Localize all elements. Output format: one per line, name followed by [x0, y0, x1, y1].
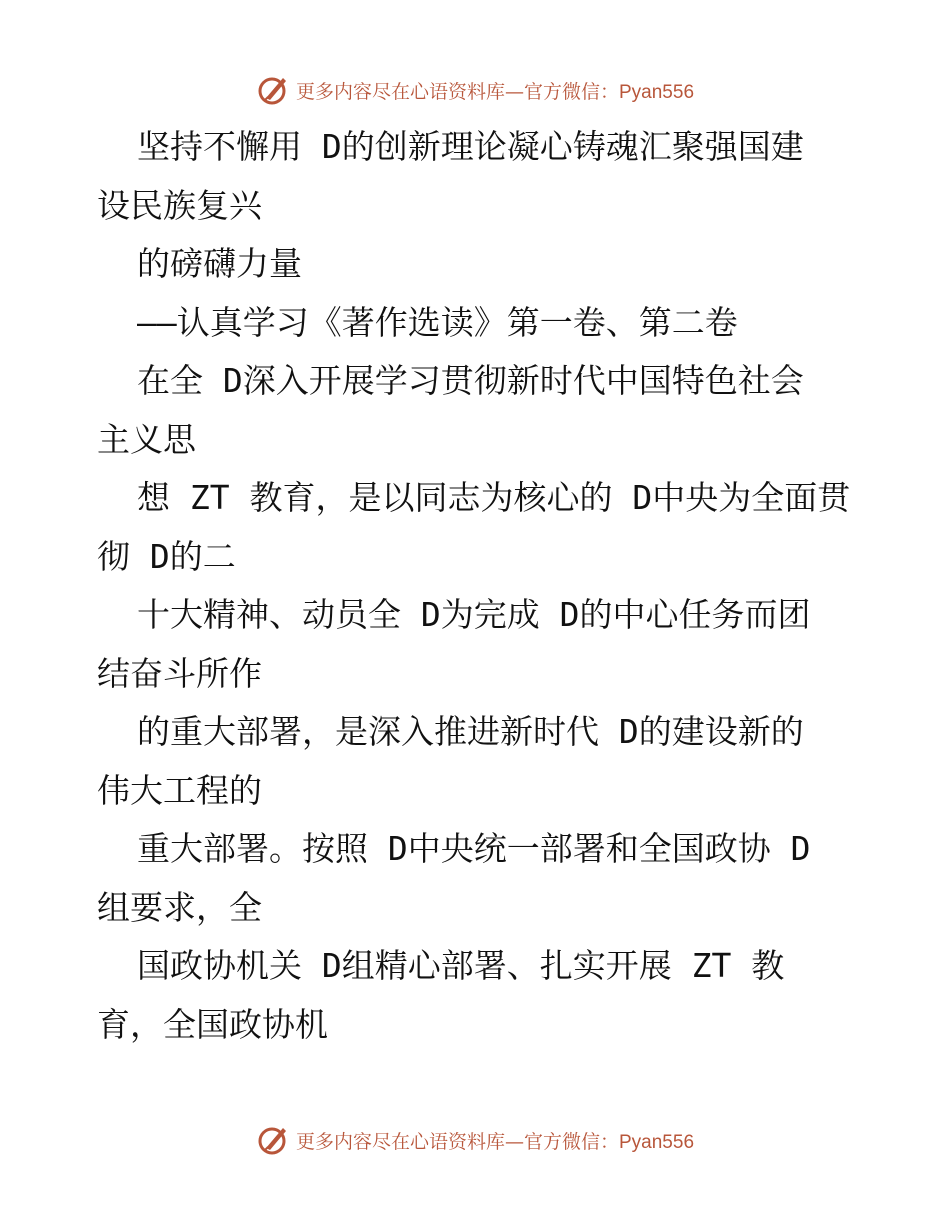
- footer-watermark-banner: [0, 1120, 950, 1160]
- footer-banner-text: [296, 1127, 694, 1154]
- body-line: ——认真学习《著作选读》第一卷、第二卷: [137, 302, 738, 342]
- footer-banner-dash: —: [504, 1130, 524, 1153]
- body-line: 在全 D深入开展学习贯彻新时代中国特色社会: [137, 361, 804, 400]
- body-line: 国政协机关 D组精心部署、扎实开展 ZT 教: [137, 946, 785, 985]
- header-banner-dash: —: [504, 80, 524, 103]
- body-line: 结奋斗所作: [97, 653, 262, 693]
- body-line: 主义思: [97, 419, 196, 459]
- body-line: 组要求，全: [97, 887, 262, 927]
- header-watermark-banner: [0, 70, 950, 110]
- feather-pen-circle-icon: [256, 73, 290, 107]
- body-line: 设民族复兴: [97, 185, 262, 225]
- feather-pen-circle-icon: [256, 1123, 290, 1157]
- body-line: 十大精神、动员全 D为完成 D的中心任务而团: [137, 595, 811, 634]
- body-line: 坚持不懈用 D的创新理论凝心铸魂汇聚强国建: [137, 127, 804, 166]
- body-line: 的磅礴力量: [137, 244, 302, 283]
- body-line: 重大部署。按照 D中央统一部署和全国政协 D: [137, 829, 811, 868]
- header-banner-cn: 更多内容尽在心语资料库: [295, 80, 505, 103]
- body-line: 育，全国政协机: [97, 1004, 328, 1044]
- header-banner-wechat: 官方微信：: [523, 80, 619, 103]
- footer-banner-cn: 更多内容尽在心语资料库: [295, 1130, 505, 1153]
- header-banner-text: [296, 77, 694, 104]
- body-line: 彻 D的二: [97, 536, 236, 576]
- footer-banner-wechat: 官方微信：: [523, 1130, 619, 1153]
- footer-banner-id: Pyan556: [619, 1131, 695, 1153]
- body-line: 的重大部署，是深入推进新时代 D的建设新的: [137, 712, 804, 751]
- body-text: [97, 118, 857, 1054]
- header-banner-id: Pyan556: [619, 81, 695, 103]
- body-line: 伟大工程的: [97, 770, 262, 810]
- body-line: 想 ZT 教育，是以同志为核心的 D中央为全面贯: [137, 478, 851, 517]
